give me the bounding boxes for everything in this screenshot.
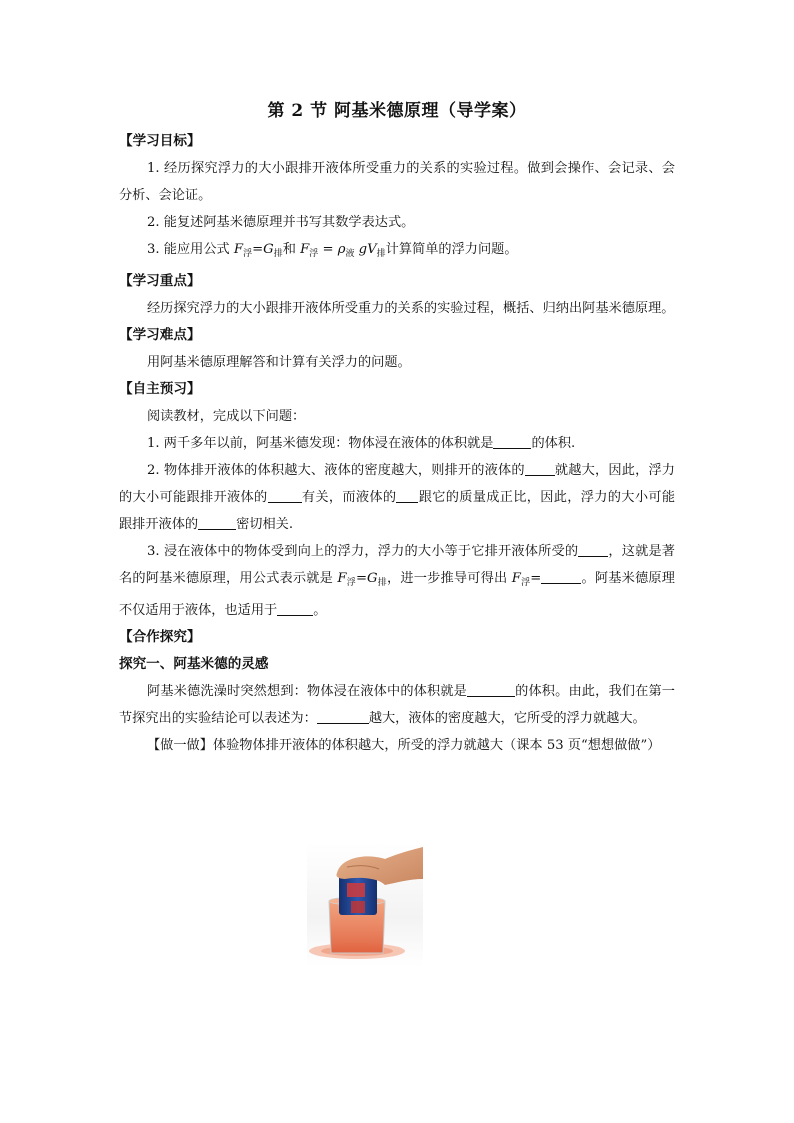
formula-sub-buoyancy: 浮 xyxy=(243,249,253,259)
formula-sub-liquid: 液 xyxy=(345,249,355,259)
preview-q3-text-a: 3. 浸在液体中的物体受到向上的浮力，浮力的大小等于它排开液体所受的 xyxy=(147,544,579,559)
formula-sub-buoyancy-2: 浮 xyxy=(309,249,319,259)
inquiry-1-paragraph xyxy=(119,678,675,732)
cooperative-inquiry-heading: 【合作探究】 xyxy=(119,629,201,645)
goal-item-1: 1. 经历探究浮力的大小跟排开液体所受重力的关系的实验过程。做到会操作、会记录、会分析、会论证。 xyxy=(119,161,675,203)
goal-item-3 xyxy=(119,236,675,268)
formula-sub-displaced: 排 xyxy=(377,578,387,588)
formula-rho: ρ xyxy=(337,242,346,257)
formula-equals-2: = xyxy=(318,242,338,257)
learning-difficulty-text: 用阿基米德原理解答和计算有关浮力的问题。 xyxy=(147,355,411,370)
try-it-paragraph: 【做一做】体验物体排开液体的体积越大，所受的浮力就越大（课本 53 页“想想做做”） xyxy=(147,738,661,753)
preview-q2-text-c: 有关，而液体的 xyxy=(301,490,397,505)
preview-q1-text-b: 的体积. xyxy=(531,436,576,451)
formula-f-2: F xyxy=(300,242,310,257)
learning-difficulty-heading: 【学习难点】 xyxy=(119,327,201,343)
self-preview-intro: 阅读教材，完成以下问题： xyxy=(147,409,306,424)
formula-equals-2: = xyxy=(530,571,542,586)
preview-q2-text-d: 跟它的质量成正比，因此，浮力的大小可能跟排开液体的 xyxy=(119,490,676,532)
preview-question-2 xyxy=(119,457,675,538)
inquiry-1-text-a: 阿基米德洗澡时突然想到：物体浸在液体中的体积就是 xyxy=(147,684,467,699)
formula-f-2: F xyxy=(511,571,521,586)
preview-q2-text-a: 2. 物体排开液体的体积越大、液体的密度越大，则排开的液体的 xyxy=(147,463,525,478)
inquiry-1-text-b: 的体积。由此，我们在第一节探究出的实验结论可以表述为： xyxy=(119,684,675,726)
preview-question-3 xyxy=(119,538,675,624)
answer-blank[interactable] xyxy=(493,434,531,449)
learning-focus-text: 经历探究浮力的大小跟排开液体所受重力的关系的实验过程，概括、归纳出阿基米德原理。 xyxy=(147,301,675,316)
goal-item-3-prefix: 3. 能应用公式 xyxy=(147,242,234,257)
formula-equals: = xyxy=(252,242,264,257)
document-body xyxy=(119,96,675,759)
formula-g: G xyxy=(263,242,274,257)
learning-goals-heading: 【学习目标】 xyxy=(119,133,201,149)
formula-f: F xyxy=(337,571,347,586)
answer-blank[interactable] xyxy=(268,488,302,503)
inquiry-1-text-c: 越大，液体的密度越大，它所受的浮力就越大。 xyxy=(368,711,646,726)
formula-g: G xyxy=(367,571,378,586)
formula-sub-displaced-2: 排 xyxy=(376,249,386,259)
experiment-photo xyxy=(307,843,423,967)
formula-f: F xyxy=(233,242,244,257)
answer-blank[interactable] xyxy=(541,569,581,584)
formula-sub-buoyancy-2: 浮 xyxy=(520,578,531,588)
answer-blank[interactable] xyxy=(525,461,555,476)
answer-blank[interactable] xyxy=(396,488,418,503)
answer-blank[interactable] xyxy=(578,542,608,557)
self-preview-heading: 【自主预习】 xyxy=(119,381,201,397)
answer-blank[interactable] xyxy=(277,601,313,616)
inquiry-1-heading: 探究一、阿基米德的灵感 xyxy=(119,656,269,672)
page-title: 第 2 节 阿基米德原理（导学案） xyxy=(267,101,527,121)
answer-blank[interactable] xyxy=(467,682,515,697)
preview-q3-text-b: ，这就是著名的阿基米德原理，用公式表示就是 xyxy=(119,544,675,586)
learning-focus-heading: 【学习重点】 xyxy=(119,273,201,289)
goal-item-3-suffix: 计算简单的浮力问题。 xyxy=(385,242,518,257)
preview-q3-text-e: 。 xyxy=(313,603,327,618)
goal-item-2: 2. 能复述阿基米德原理并书写其数学表达式。 xyxy=(147,215,415,230)
goal-item-3-and: 和 xyxy=(282,242,301,257)
preview-q2-text-b: 就越大，因此，浮力的大小可能跟排开液体的 xyxy=(119,463,675,505)
preview-question-1 xyxy=(119,430,675,457)
preview-q1-text-a: 1. 两千多年以前，阿基米德发现：物体浸在液体的体积就是 xyxy=(147,436,494,451)
formula-gv: gV xyxy=(354,242,377,257)
preview-q3-text-c: ，进一步推导可得出 xyxy=(386,571,512,586)
formula-sub-displaced: 排 xyxy=(273,249,283,259)
answer-blank[interactable] xyxy=(198,515,236,530)
formula-equals: = xyxy=(355,571,368,586)
answer-blank[interactable] xyxy=(317,709,369,724)
preview-q3-text-d: 。阿基米德原理不仅适用于液体，也适用于 xyxy=(119,571,675,618)
experiment-illustration xyxy=(307,843,423,967)
formula-sub-buoyancy: 浮 xyxy=(346,578,356,588)
preview-q2-text-e: 密切相关. xyxy=(236,517,294,532)
